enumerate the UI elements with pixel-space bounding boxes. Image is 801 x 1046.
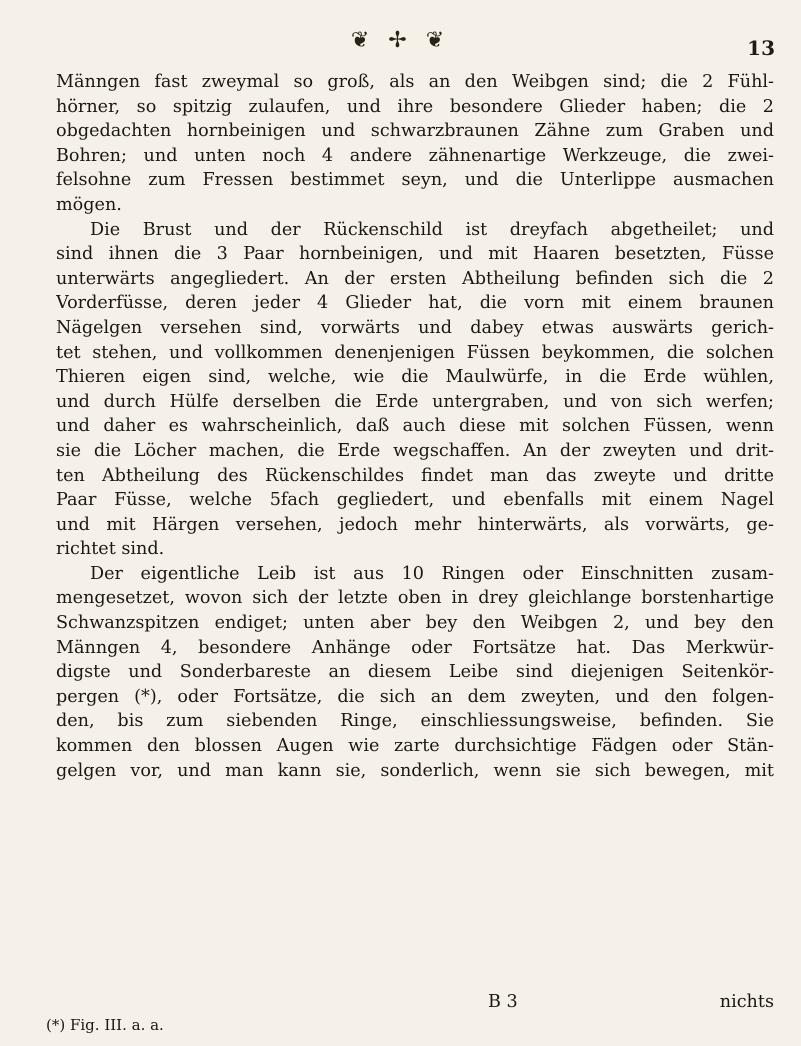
page-number: 13 xyxy=(747,36,775,60)
text-line: richtet sind. xyxy=(56,539,165,560)
text-line: Bohren; und unten noch 4 andere zähnenartige Werkzeuge, die zwei- xyxy=(56,145,774,166)
text-line: und mit Härgen versehen, jedoch mehr hinterwärts, als vorwärts, ge- xyxy=(56,514,774,535)
text-line: Nägelgen versehen sind, vorwärts und dabey etwas auswärts gerich- xyxy=(56,317,774,338)
text-line: mögen. xyxy=(56,194,122,215)
text-line: Vorderfüsse, deren jeder 4 Glieder hat, die vorn mit einem braunen xyxy=(56,293,774,314)
text-line: Schwanzspitzen endiget; unten aber bey den Weibgen 2, und bey den xyxy=(56,613,774,634)
text-line: digste und Sonderbareste an diesem Leibe sind diejenigen Seitenkör- xyxy=(56,662,774,683)
text-line: Männgen 4, besondere Anhänge oder Fortsätze hat. Das Merkwür- xyxy=(56,637,774,658)
text-line: Männgen fast zweymal so groß, als an den Weibgen sind; die 2 Fühl- xyxy=(56,72,774,92)
text-line: hörner, so spitzig zulaufen, und ihre besondere Glieder haben; die 2 xyxy=(56,96,774,117)
text-line: obgedachten hornbeinigen und schwarzbraunen Zähne zum Graben und xyxy=(56,121,774,142)
text-line: pergen (*), oder Fortsätze, die sich an dem zweyten, und den folgen- xyxy=(56,686,774,707)
text-line: tet stehen, und vollkommen denenjenigen Füssen beykommen, die solchen xyxy=(56,342,774,363)
text-line: und durch Hülfe derselben die Erde untergraben, und von sich werfen; xyxy=(56,391,774,412)
text-line: felsohne zum Fressen bestimmet seyn, und die Unterlippe ausmachen xyxy=(56,170,774,191)
footnote: (*) Fig. III. a. a. xyxy=(46,1016,164,1034)
text-line: Thieren eigen sind, welche, wie die Maulwürfe, in die Erde wühlen, xyxy=(56,367,774,388)
text-line: mengesetzet, wovon sich der letzte oben in drey gleichlange borstenhartige xyxy=(56,588,774,609)
text-line: den, bis zum siebenden Ringe, einschliessungsweise, befinden. Sie xyxy=(56,711,774,732)
text-line: sie die Löcher machen, die Erde wegschaffen. An der zweyten und drit- xyxy=(56,440,774,461)
text-line: sind ihnen die 3 Paar hornbeinigen, und mit Haaren besetzten, Füsse xyxy=(56,244,774,265)
catchword: nichts xyxy=(719,992,774,1012)
text-line: Die Brust und der Rückenschild ist dreyfach abgetheilet; und xyxy=(90,219,774,240)
body-text xyxy=(56,70,774,783)
text-line: Paar Füsse, welche 5fach gegliedert, und ebenfalls mit einem Nagel xyxy=(56,490,774,511)
text-line: unterwärts angegliedert. An der ersten Abtheilung befinden sich die 2 xyxy=(56,268,774,289)
signature-mark: B 3 xyxy=(488,992,518,1012)
text-line: gelgen vor, und man kann sie, sonderlich, wenn sie sich bewegen, mit xyxy=(56,760,774,781)
header-ornaments: ❦ ✢ ❦ xyxy=(350,28,451,53)
text-line: Der eigentliche Leib ist aus 10 Ringen oder Einschnitten zusam- xyxy=(90,563,774,584)
text-line: kommen den blossen Augen wie zarte durchsichtige Fädgen oder Stän- xyxy=(56,736,774,757)
text-line: und daher es wahrscheinlich, daß auch diese mit solchen Füssen, wenn xyxy=(56,416,774,437)
text-line: ten Abtheilung des Rückenschildes findet man das zweyte und dritte xyxy=(56,465,774,486)
